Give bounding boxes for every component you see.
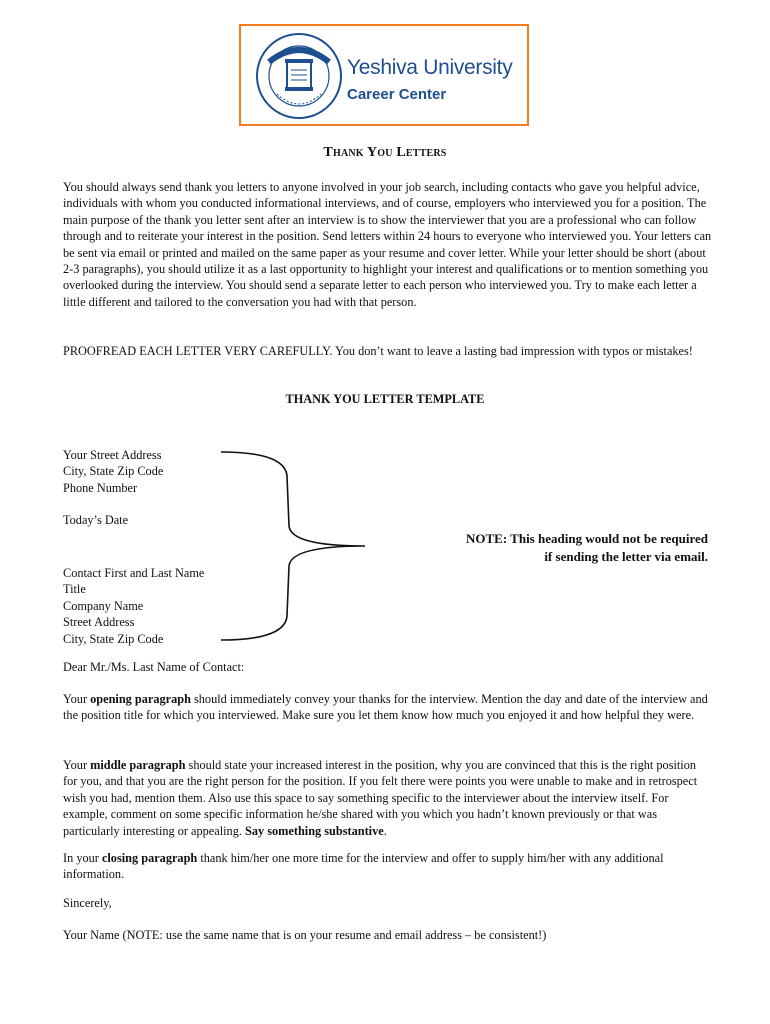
recipient-street: Street Address <box>63 615 135 630</box>
department-name: Career Center <box>347 86 447 103</box>
middle-bold: middle paragraph <box>90 758 186 772</box>
intro-text: You should always send thank you letters to anyone involved in your job search, including contacts who gave you helpful advice, individuals with whom you conducted informational interviews, and of course, employers who interviewed you for a position. The main purpose of the thank you letter sent after an interview is to show the interviewer that you are a professional who can follow through and to reiterate your interest in the position. Send letters within 24 hours to everyone who interviewed you. Your letters can be sent via email or printed and mailed on the same paper as your resume and cover letter. While your letter should be short (about 2-3 paragraphs), you should utilize it as a last opportunity to highlight your interest and qualifications or to mention something you overlooked during the interview. You should send a separate letter to each person who interviewed you. Try to make each letter a little different and tailored to the conversation you had with that person. <box>63 180 712 309</box>
page-title: Thank You Letters <box>323 145 447 160</box>
opening-paragraph <box>63 691 713 724</box>
closing-bold: closing paragraph <box>101 851 198 865</box>
closing-post: thank him/her one more time for the interview and offer to supply him/her with any additional information. <box>63 851 664 882</box>
note-line-1: NOTE: This heading would not be required <box>465 531 708 546</box>
recipient-city: City, State Zip Code <box>63 631 164 646</box>
template-heading: THANK YOU LETTER TEMPLATE <box>285 392 485 406</box>
curly-brace-graphic <box>215 446 375 646</box>
closing-paragraph <box>63 850 713 883</box>
university-seal-icon <box>255 32 343 120</box>
recipient-address <box>63 565 204 647</box>
signoff: Sincerely, <box>63 896 112 910</box>
sender-city: City, State Zip Code <box>63 464 164 479</box>
middle-paragraph <box>63 757 713 839</box>
name-line: Your Name (NOTE: use the same name that is on your resume and email address – be consistent!) <box>63 928 547 942</box>
logo <box>239 24 529 126</box>
opening-post: should immediately convey your thanks for the interview. Mention the day and date of the interview and the position title for which you interviewed. Make sure you let them know how much you enjoyed it and how helpful they were. <box>63 692 708 723</box>
middle-end: . <box>383 823 387 838</box>
heading-note <box>380 530 708 565</box>
date-line <box>63 512 128 528</box>
opening-bold: opening paragraph <box>90 692 191 706</box>
middle-pre: Your <box>63 758 91 772</box>
sender-address <box>63 447 163 496</box>
middle-post: should state your increased interest in the position, why you are convinced that this is the right position for you, and that you are the right person for the position. If you felt there were points you were unable to make and in retrospect wish you had, mention them. Also use this space to say something specific to the interviewer about the interview itself. For example, comment on some specific information he/she shared with you which you hadn’t known previously or that was particularly interesting or appealing. <box>63 758 698 838</box>
middle-bold-2: Say something substantive <box>245 823 384 838</box>
salutation: Dear Mr./Ms. Last Name of Contact: <box>63 660 245 674</box>
intro-paragraph <box>63 179 713 310</box>
closing-pre: In your <box>63 851 102 865</box>
sender-street: Your Street Address <box>63 448 162 462</box>
sender-phone: Phone Number <box>63 480 138 495</box>
proofread-text: PROOFREAD EACH LETTER VERY CAREFULLY. You don’t want to leave a lasting bad impression with typos or mistakes! <box>63 344 693 358</box>
note-line-2: if sending the letter via email. <box>544 548 708 564</box>
opening-pre: Your <box>63 692 91 706</box>
recipient-company: Company Name <box>63 598 144 613</box>
recipient-name: Contact First and Last Name <box>63 566 205 580</box>
date-text: Today’s Date <box>63 513 129 527</box>
recipient-title: Title <box>63 582 86 597</box>
proofread-paragraph <box>63 343 713 359</box>
university-name: Yeshiva University <box>347 56 513 79</box>
